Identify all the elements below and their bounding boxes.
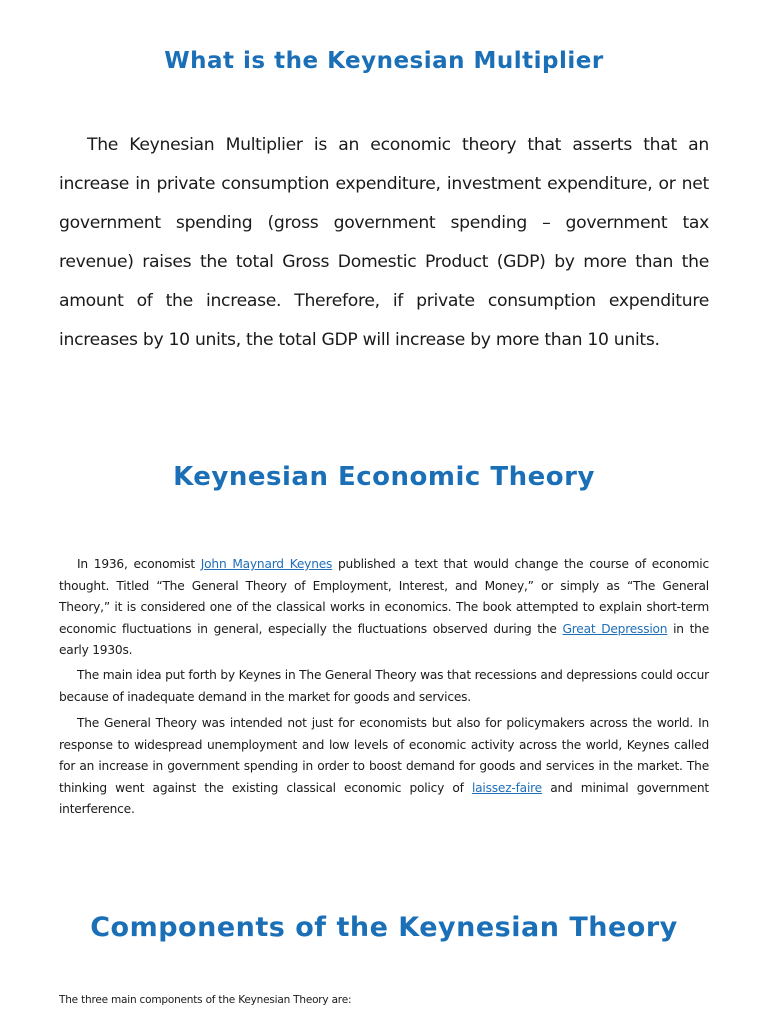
link-laissez-faire[interactable]: laissez-faire [471,780,542,795]
text-span: The General Theory was intended not just for economists but also for policymakers across the world. In response to widespread unemployment and low levels of economic activity across the world, Keynes called for an increase in government spending in order to boost demand for goods and services in the market. The thinking went against the existing classical economic policy of [59,716,709,795]
text-span: In 1936, economist [77,557,201,571]
section-heading-keynesian-economic-theory: Keynesian Economic Theory [173,462,595,492]
theory-paragraph-3 [59,713,709,821]
text-span: and minimal government interference. [59,780,709,816]
multiplier-paragraph: The Keynesian Multiplier is an economic theory that asserts that an increase in private consumption expenditure, investment expenditure, or net government spending (gross government spending – government tax revenue) raises the total Gross Domestic Product (GDP) by more than the amount of the increase. Therefore, if private consumption expenditure increases by 10 units, the total GDP will increase by more than 10 units. [59,135,709,350]
section-heading-components: Components of the Keynesian Theory [90,912,678,943]
text-span: in the early 1930s. [59,621,709,657]
link-john-maynard-keynes[interactable]: John Maynard Keynes [200,557,333,571]
text-span: published a text that would change the course of economic thought. Titled “The General Theory of Employment, Interest, and Money,” or simply as “The General Theory,” it is considered one of the classical works in economics. The book attempted to explain short-term economic fluctuations in general, especially the fluctuations observed during the [59,557,709,636]
theory-paragraph-1 [59,554,709,662]
link-great-depression[interactable]: Great Depression [562,621,668,636]
section-heading-keynesian-multiplier: What is the Keynesian Multiplier [164,48,604,74]
theory-paragraph-2: The main idea put forth by Keynes in The General Theory was that recessions and depressions could occur because of inadequate demand in the market for goods and services. [59,668,709,704]
components-intro-text: The three main components of the Keynesian Theory are: [59,994,352,1006]
